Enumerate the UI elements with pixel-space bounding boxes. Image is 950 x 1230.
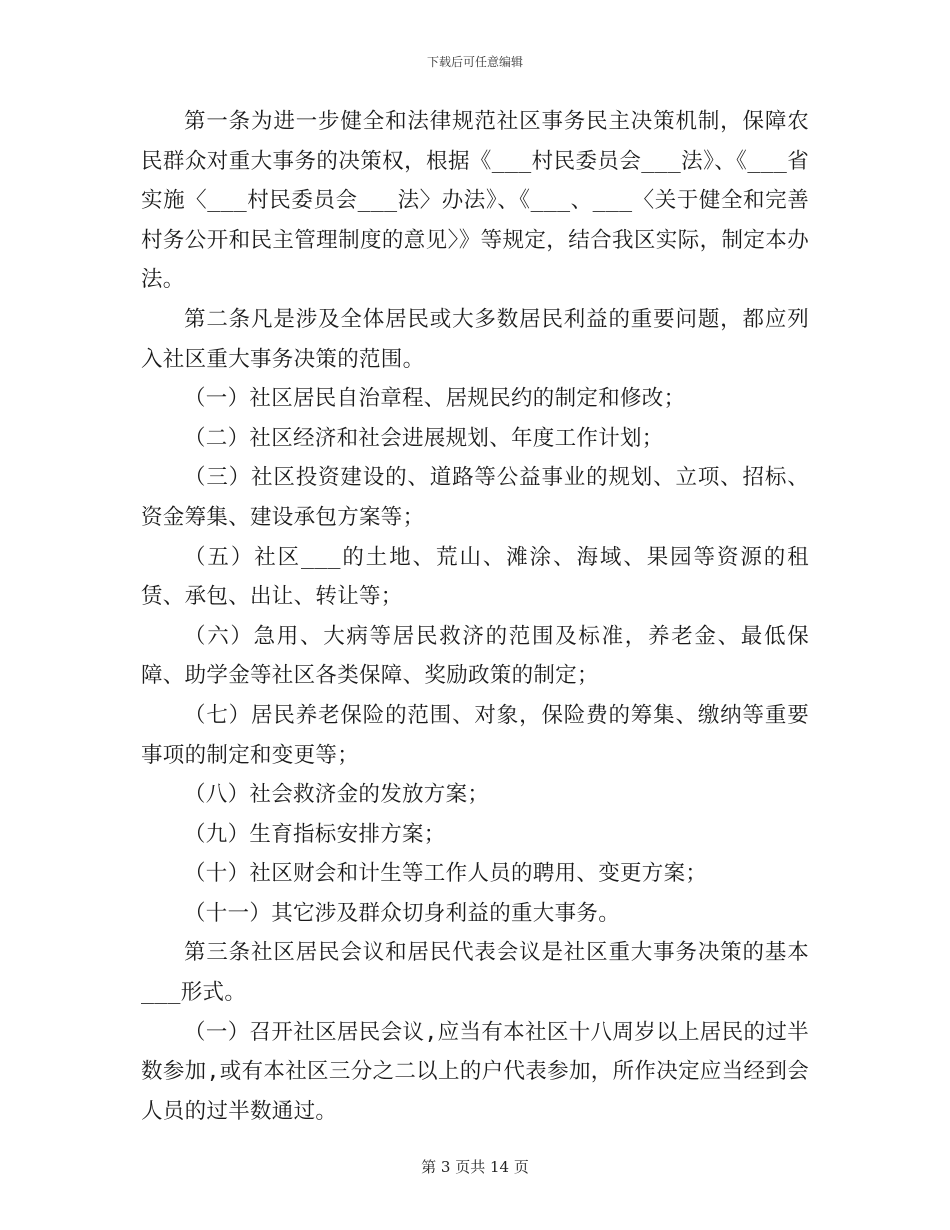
document-body — [141, 102, 809, 1131]
article-2-item-10: （十）社区财会和计生等工作人员的聘用、变更方案； — [184, 861, 708, 887]
article-2-item-3: （三）社区投资建设的、道路等公益事业的规划、立项、招标、资金筹集、建设承包方案等； — [141, 465, 809, 530]
page-footer: 第 3 页共 14 页 — [421, 1158, 529, 1176]
article-2-item-11: （十一）其它涉及群众切身利益的重大事务。 — [184, 900, 621, 926]
article-3-item-1: （一）召开社区居民会议,应当有本社区十八周岁以上居民的过半数参加,或有本社区三分之二以上的户代表参加，所作决定应当经到会人员的过半数通过。 — [141, 1019, 809, 1124]
article-2-item-6: （六）急用、大病等居民救济的范围及标准，养老金、最低保障、助学金等社区各类保障、奖励政策的制定； — [141, 623, 809, 689]
article-2-item-7: （七）居民养老保险的范围、对象，保险费的筹集、缴纳等重要事项的制定和变更等； — [141, 702, 809, 768]
article-2-item-5: （五）社区___的土地、荒山、滩涂、海域、果园等资源的租赁、承包、出让、转让等； — [141, 544, 809, 610]
article-2-item-1: （一）社区居民自治章程、居规民约的制定和修改； — [184, 386, 686, 412]
page-header: 下载后可任意编辑 — [426, 55, 523, 69]
article-2-item-8: （八）社会救济金的发放方案； — [184, 782, 490, 808]
article-2-item-2: （二）社区经济和社会进展规划、年度工作计划； — [184, 425, 664, 451]
article-2-paragraph: 第二条凡是涉及全体居民或大多数居民利益的重要问题，都应列入社区重大事务决策的范围。 — [141, 306, 809, 372]
article-1-paragraph: 第一条为进一步健全和法律规范社区事务民主决策机制，保障农民群众对重大事务的决策权，根据《___村民委员会___法》、《___省实施〈___村民委员会___法〉办法》、《___、___〈关于健全和完善村务公开和民主管理制度的意见〉》等规定，结合我区实际，制定本办法。 — [141, 109, 809, 293]
article-2-item-9: （九）生育指标安排方案； — [184, 821, 446, 847]
article-3-paragraph: 第三条社区居民会议和居民代表会议是社区重大事务决策的基本___形式。 — [141, 940, 809, 1006]
